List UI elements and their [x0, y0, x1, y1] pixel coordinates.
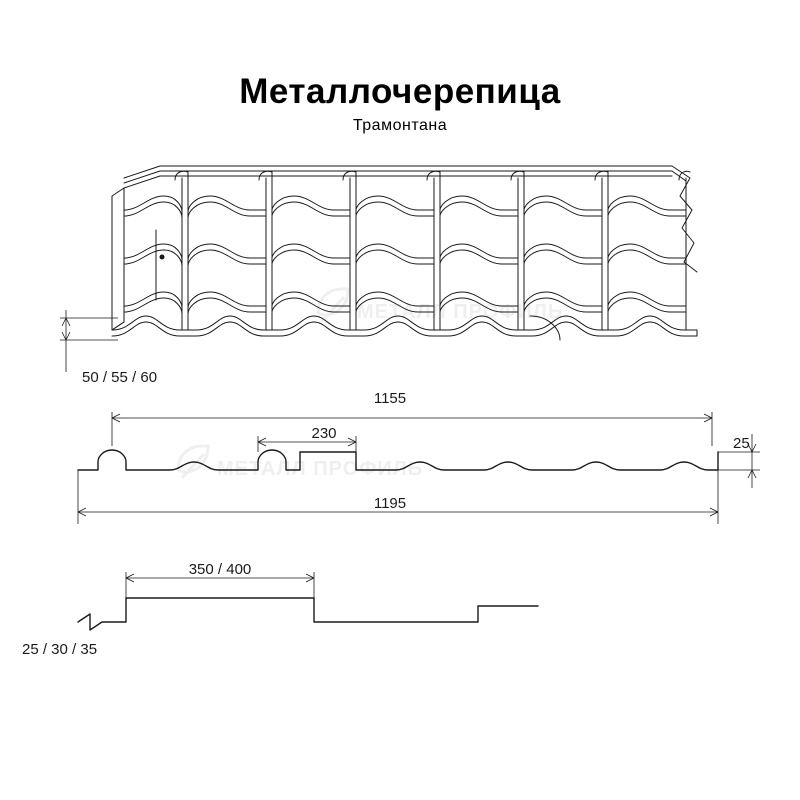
page-title: Металлочерепица — [239, 72, 561, 111]
profile-right-dimension-label: 25 — [733, 435, 750, 452]
isometric-height-label: 50 / 55 / 60 — [82, 369, 158, 386]
marker-dot — [160, 255, 165, 260]
watermark-middle-label: МЕТАЛЛ ПРОФИЛЬ — [217, 458, 424, 480]
side-step-view — [78, 598, 538, 630]
page-subtitle: Трамонтана — [352, 117, 448, 134]
profile-bottom-dimension-label: 1195 — [373, 495, 407, 512]
watermark-top-label: МЕТАЛЛ ПРОФИЛЬ — [357, 301, 564, 323]
profile-top-dimension-label: 1155 — [373, 390, 407, 407]
profile-wave-dimension-label: 230 — [311, 425, 337, 442]
side-step-dimension-label: 350 / 400 — [188, 561, 252, 578]
isometric-height-dimension — [60, 310, 118, 372]
side-height-label: 25 / 30 / 35 — [22, 641, 98, 658]
